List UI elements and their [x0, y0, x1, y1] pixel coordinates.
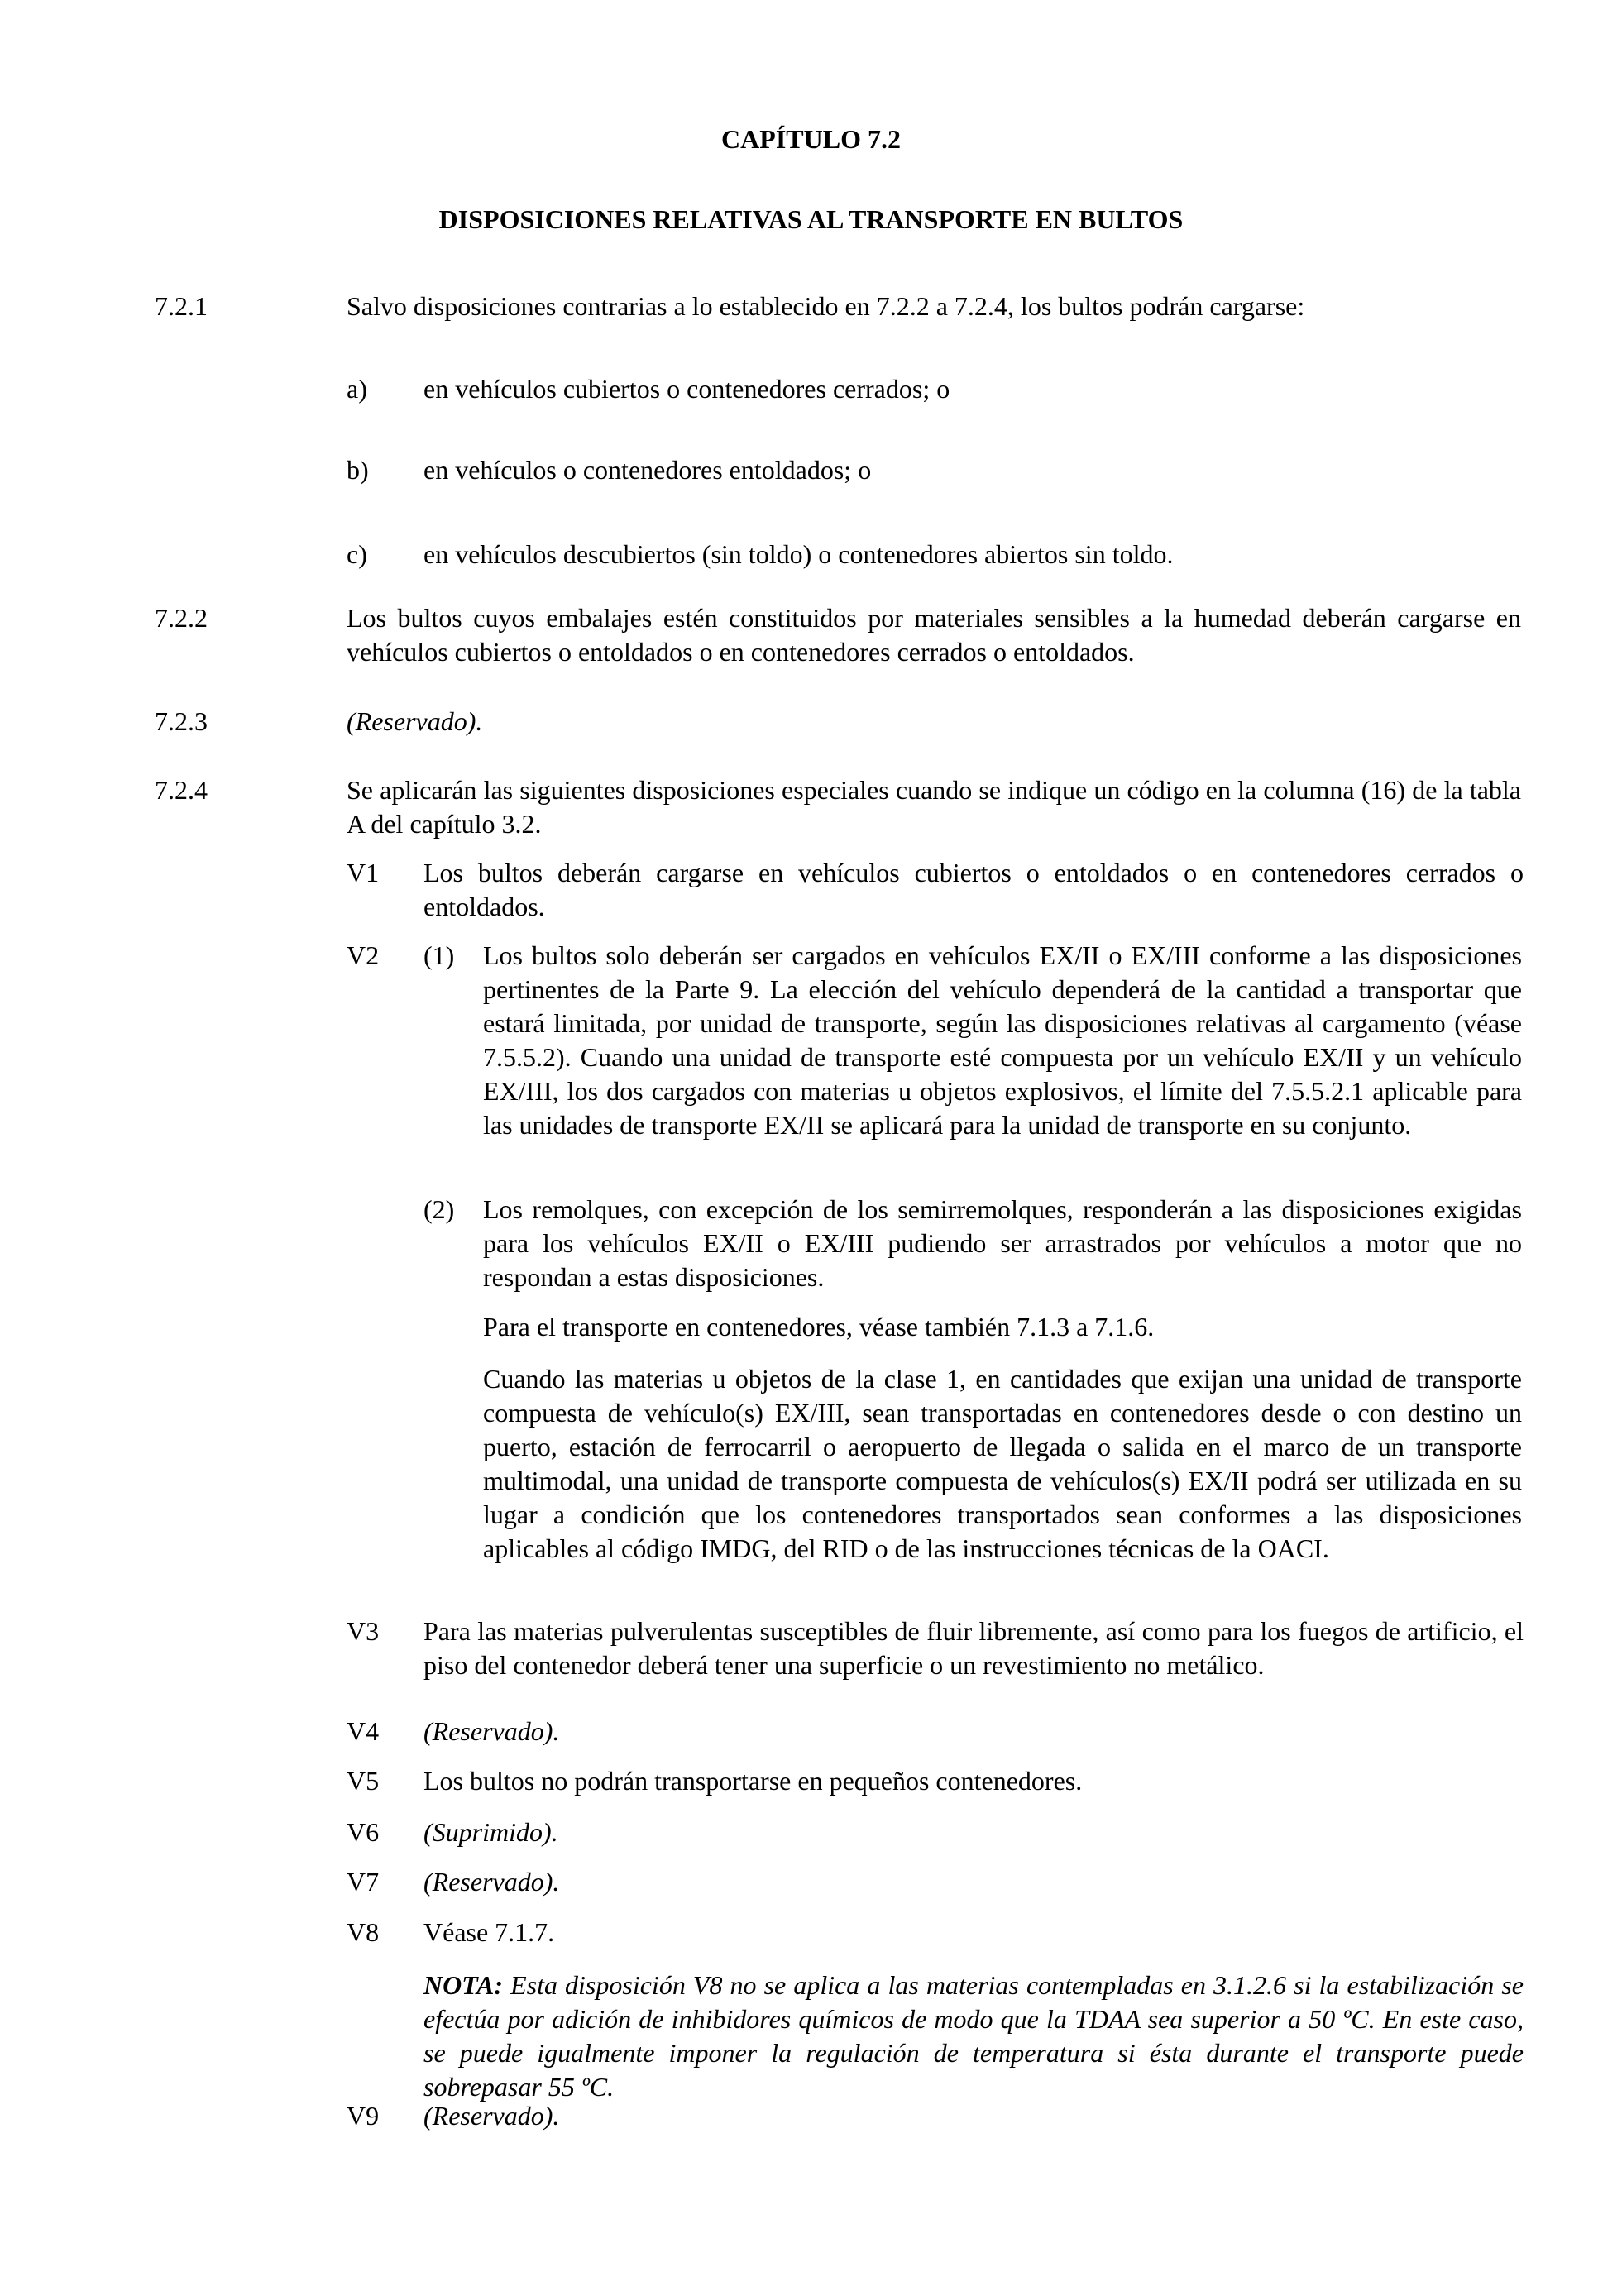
list-marker-c: c) [347, 539, 367, 569]
provision-code-v9: V9 [347, 2101, 380, 2131]
provision-v2-paragraph-1: Los bultos solo deberán ser cargados en vehículos EX/II o EX/III conforme a las disposiciones pertinentes de la Parte 9. La elección del vehículo dependerá de la cantidad a transportar que estará limitada, por unidad de transporte, según las disposiciones relativas al cargamento (véase 7.5.5.2). Cuando una unidad de transporte esté compuesta por un vehículo EX/II y un vehículo EX/III, los dos cargados con materias u objetos explosivos, el límite del 7.5.5.2.1 aplicable para las unidades de transporte EX/II se aplicará para la unidad de transporte en su conjunto. [483, 940, 1522, 1140]
chapter-subtitle: DISPOSICIONES RELATIVAS AL TRANSPORTE EN BULTOS [438, 204, 1184, 234]
section-number-7-2-2: 7.2.2 [155, 603, 208, 633]
chapter-title: CAPÍTULO 7.2 [721, 124, 901, 154]
provision-code-v7: V7 [347, 1867, 380, 1897]
provision-v9-text: (Reservado). [423, 2101, 560, 2131]
provision-v2-marker-2: (2) [423, 1194, 455, 1224]
note-text: Esta disposición V8 no se aplica a las materias contempladas en 3.1.2.6 si la estabilización se efectúa por adición de inhibidores químicos de modo que la TDAA sea superior a 50 ºC. En este caso, se puede igualmente imponer la regulación de temperatura si ésta durante el transporte puede sobrepasar 55 ºC. [423, 1970, 1524, 2102]
list-marker-b: b) [347, 455, 369, 485]
list-item-a: en vehículos cubiertos o contenedores cerrados; o [423, 374, 950, 404]
section-number-7-2-1: 7.2.1 [155, 291, 208, 321]
note-label: NOTA: [423, 1970, 503, 2000]
provision-v2-marker-1: (1) [423, 940, 455, 970]
list-item-c: en vehículos descubiertos (sin toldo) o contenedores abiertos sin toldo. [423, 539, 1174, 569]
provision-v2-paragraph-3: Para el transporte en contenedores, véase también 7.1.3 a 7.1.6. [483, 1312, 1155, 1342]
provision-code-v4: V4 [347, 1716, 380, 1746]
provision-code-v1: V1 [347, 858, 380, 887]
provision-code-v2: V2 [347, 940, 380, 970]
provision-v6-text: (Suprimido). [423, 1817, 558, 1847]
provision-code-v3: V3 [347, 1616, 380, 1646]
provision-v3-text: Para las materias pulverulentas susceptibles de fluir libremente, así como para los fuegos de artificio, el piso del contenedor deberá tener una superficie o un revestimiento no metálico. [423, 1616, 1524, 1680]
section-7-2-1-text: Salvo disposiciones contrarias a lo establecido en 7.2.2 a 7.2.4, los bultos podrán cargarse: [347, 291, 1305, 321]
provision-v4-text: (Reservado). [423, 1716, 560, 1746]
section-7-2-4-text: Se aplicarán las siguientes disposiciones especiales cuando se indique un código en la columna (16) de la tabla A del capítulo 3.2. [347, 775, 1521, 839]
provision-code-v6: V6 [347, 1817, 380, 1847]
section-7-2-3-text: (Reservado). [347, 706, 483, 736]
section-7-2-2-text: Los bultos cuyos embalajes estén constituidos por materiales sensibles a la humedad deberán cargarse en vehículos cubiertos o entoldados o en contenedores cerrados o entoldados. [347, 603, 1521, 667]
provision-v7-text: (Reservado). [423, 1867, 560, 1897]
provision-v2-paragraph-2: Los remolques, con excepción de los semirremolques, responderán a las disposiciones exigidas para los vehículos EX/II o EX/III pudiendo ser arrastrados por vehículos a motor que no respondan a estas disposiciones. [483, 1194, 1522, 1292]
list-item-b: en vehículos o contenedores entoldados; o [423, 455, 872, 485]
provision-v8-text: Véase 7.1.7. [423, 1917, 555, 1947]
provision-v8-note [423, 1968, 1524, 2104]
section-number-7-2-4: 7.2.4 [155, 775, 208, 805]
provision-v1-text: Los bultos deberán cargarse en vehículos cubiertos o entoldados o en contenedores cerrados o entoldados. [423, 858, 1524, 921]
provision-code-v5: V5 [347, 1766, 380, 1796]
provision-v5-text: Los bultos no podrán transportarse en pequeños contenedores. [423, 1766, 1083, 1796]
provision-code-v8: V8 [347, 1917, 380, 1947]
list-marker-a: a) [347, 374, 367, 404]
section-number-7-2-3: 7.2.3 [155, 706, 208, 736]
provision-v2-paragraph-4: Cuando las materias u objetos de la clase 1, en cantidades que exijan una unidad de transporte compuesta de vehículo(s) EX/III, sean transportadas en contenedores desde o con destino un puerto, estación de ferrocarril o aeropuerto de llegada o salida en el marco de un transporte multimodal, una unidad de transporte compuesta de vehículos(s) EX/II podrá ser utilizada en su lugar a condición que los contenedores transportados sean conformes a las disposiciones aplicables al código IMDG, del RID o de las instrucciones técnicas de la OACI. [483, 1364, 1522, 1563]
